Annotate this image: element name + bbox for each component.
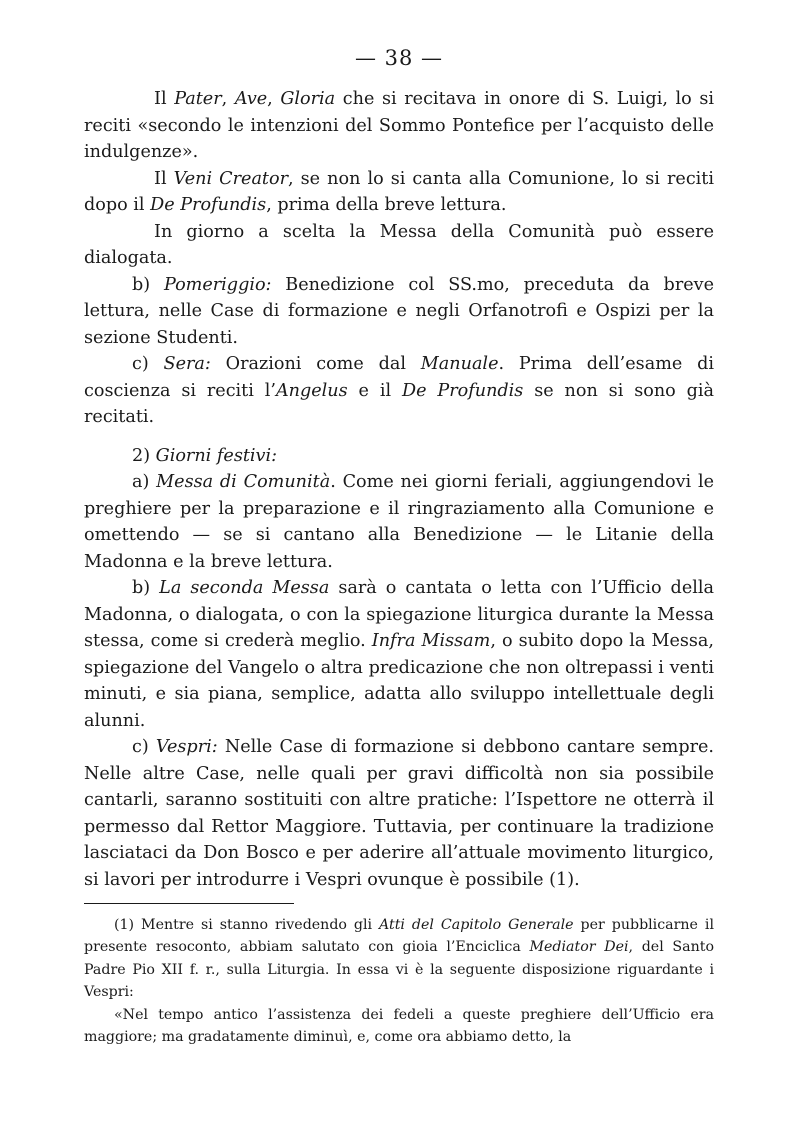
- italic-term: Manuale: [420, 354, 499, 374]
- heading-giorni-festivi: [84, 443, 714, 470]
- text-run: 2): [132, 445, 156, 466]
- page-number: — 38 —: [354, 46, 444, 70]
- paragraph-veni-creator: [84, 166, 714, 219]
- italic-term: La seconda Messa: [159, 578, 330, 598]
- text-run: . Prima dell’esame di coscienza si reciti l’: [84, 354, 714, 401]
- footnote-1: [84, 914, 714, 1004]
- text-run: b): [132, 274, 164, 295]
- text-run: Il: [154, 168, 174, 189]
- text-run: Il: [154, 89, 175, 109]
- text-run: , prima della breve lettura.: [266, 195, 507, 215]
- paragraph-sera: [84, 351, 714, 431]
- text-run: c): [132, 737, 156, 757]
- paragraph-messa-dialogata: [84, 219, 714, 272]
- italic-term: Messa di Comunità: [156, 472, 331, 492]
- paragraph-pomeriggio: [84, 272, 714, 352]
- text-run: Orazioni come dal: [210, 354, 421, 374]
- paragraph-messa-di-comunita: [84, 469, 714, 575]
- italic-term: De Profundis: [150, 195, 267, 215]
- italic-term: Infra Missam: [371, 631, 491, 651]
- text-run: Benedizione col SS.mo, preceduta da breve lettura, nelle Case di formazione e negli Orfanotrofi e Ospizi per la sezione Studenti.: [84, 274, 714, 348]
- document-page: [84, 44, 714, 1048]
- text-run: , se non lo si canta alla Comunione, lo si reciti dopo il: [84, 168, 714, 215]
- text-run: c): [132, 354, 164, 374]
- italic-term: De Profundis: [401, 380, 524, 401]
- text-run: , del Santo Padre Pio XII f. r., sulla Liturgia. In essa vi è la seguente disposizione riguardante i Vespri:: [84, 939, 714, 1001]
- text-run: che si recitava in onore di S. Luigi, lo si reciti «secondo le intenzioni del Sommo Pontefice per l’acquisto delle indulgenze».: [84, 89, 715, 162]
- italic-term: Ave: [234, 89, 268, 109]
- italic-term: Mediator Dei: [529, 939, 629, 956]
- paragraph-seconda-messa: [84, 575, 714, 734]
- italic-term: Atti del Capitolo Generale: [379, 917, 574, 933]
- text-run: a): [132, 472, 157, 492]
- text-run: In giorno a scelta la Messa della Comunità può essere dialogata.: [84, 221, 714, 268]
- text-run: Nelle Case di formazione si debbono cantare sempre. Nelle altre Case, nelle quali per gravi difficoltà non sia possibile cantarli, saranno sostituiti con altre pratiche: l’Ispettore ne otterrà il permesso dal Rettor Maggiore. Tuttavia, per continuare la tradizione lasciataci da Don Bosco e per aderire all’attuale movimento liturgico, si lavori per introdurre i Vespri ovunque è possibile (1).: [84, 737, 715, 890]
- text-run: sarà o cantata o letta con l’Ufficio della Madonna, o dialogata, o con la spiegazione liturgica durante la Messa stessa, come si crederà meglio.: [84, 578, 714, 651]
- text-run: «Nel tempo antico l’assistenza dei fedeli a queste preghiere dell’Ufficio era maggiore; ma gradatamente diminuì, e, come ora abbiamo detto, la: [84, 1006, 714, 1046]
- italic-term: Vespri:: [155, 737, 218, 757]
- text-run: (1) Mentre si stanno rivedendo gli: [114, 917, 380, 933]
- italic-term: Angelus: [275, 380, 348, 401]
- italic-term: Veni Creator: [173, 168, 288, 189]
- text-run: , o subito dopo la Messa, spiegazione del Vangelo o altra predicazione che non oltrepassi i venti minuti, e sia piana, semplice, adatta allo sviluppo intellettuale degli alunni.: [84, 631, 715, 731]
- text-run: per pubblicarne il presente resoconto, abbiam salutato con gioia l’Enciclica: [84, 917, 714, 956]
- italic-term: Gloria: [280, 89, 336, 109]
- text-run: b): [132, 578, 160, 598]
- paragraph-pater-ave-gloria: [84, 86, 714, 166]
- italic-term: Sera:: [163, 354, 211, 374]
- text-run: se non si sono già recitati.: [84, 380, 714, 427]
- text-run: . Come nei giorni feriali, aggiungendovi le preghiere per la preparazione e il ringraziamento alla Comunione e omettendo — se si cantano alla Benedizione — le Litanie della Madonna e la breve lettura.: [84, 472, 714, 572]
- paragraph-vespri: [84, 734, 714, 893]
- italic-term: Pater: [174, 89, 222, 109]
- text-run: ,: [267, 89, 281, 109]
- text-run: e il: [347, 380, 402, 401]
- italic-term: Pomeriggio:: [163, 274, 272, 295]
- text-run: ,: [221, 89, 235, 109]
- footnote-quote: [84, 1004, 714, 1049]
- footnote-divider: [84, 903, 294, 904]
- italic-term: Giorni festivi:: [155, 445, 278, 466]
